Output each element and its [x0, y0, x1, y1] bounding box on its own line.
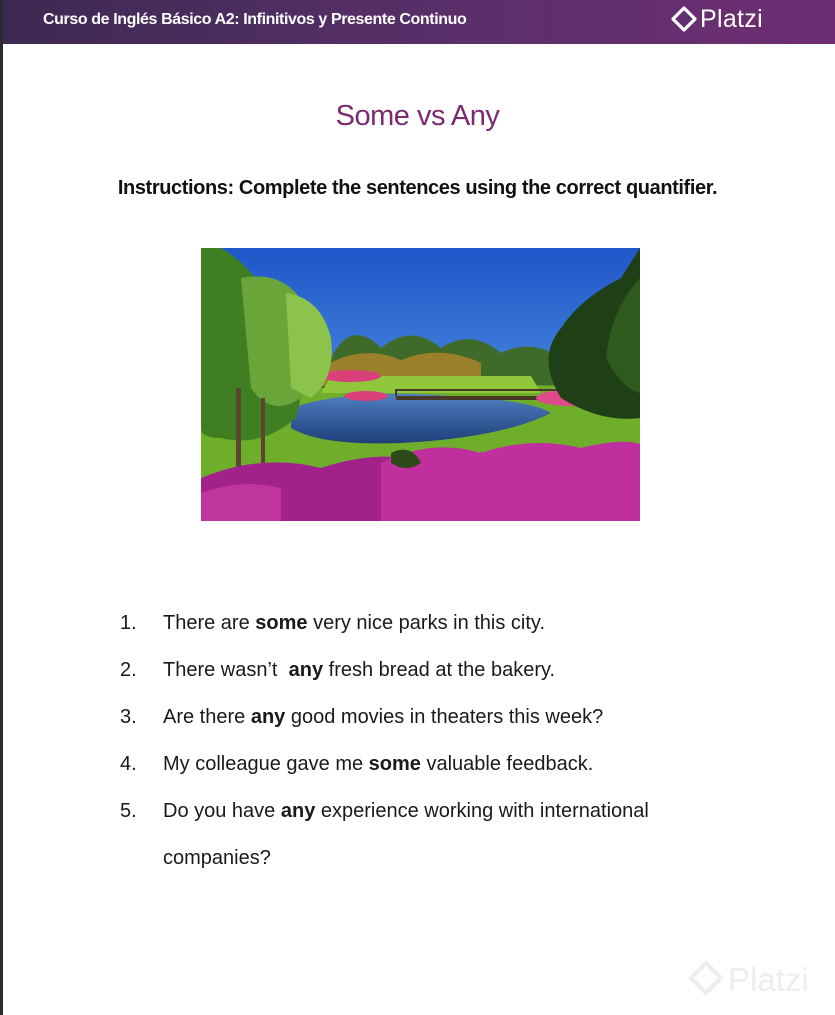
item-number: 3.	[120, 706, 137, 728]
item-sentence: There wasn’t any fresh bread at the bakery.	[163, 659, 556, 681]
list-item	[120, 647, 760, 694]
platzi-watermark	[688, 960, 809, 1000]
item-number	[120, 835, 163, 882]
platzi-watermark-icon	[688, 960, 724, 1001]
instructions-text: Instructions: Complete the sentences using the correct quantifier.	[117, 177, 718, 199]
item-sentence: companies?	[163, 847, 271, 869]
platzi-brand	[671, 5, 763, 33]
watermark-text: Platzi	[728, 961, 809, 998]
item-number: 4.	[120, 753, 137, 775]
answer-word: any	[280, 800, 316, 822]
item-sentence: Are there any good movies in theaters this week?	[163, 706, 604, 728]
list-item-continuation	[120, 835, 760, 882]
item-sentence: Do you have any experience working with international	[163, 800, 649, 822]
item-number: 5.	[120, 800, 137, 822]
list-item	[120, 788, 760, 835]
platzi-logo-icon	[671, 6, 697, 32]
item-sentence: There are some very nice parks in this city.	[163, 612, 545, 634]
brand-name: Platzi	[700, 4, 763, 33]
park-landscape-image	[201, 248, 640, 521]
exercise-list	[120, 600, 760, 882]
course-title: Curso de Inglés Básico A2: Infinitivos y Presente Continuo	[43, 11, 467, 28]
list-item	[120, 600, 760, 647]
item-number: 1.	[120, 612, 137, 634]
list-item	[120, 694, 760, 741]
answer-word: any	[288, 659, 324, 681]
answer-word: any	[250, 706, 286, 728]
page-title: Some vs Any	[335, 100, 500, 132]
item-sentence: My colleague gave me some valuable feedback.	[163, 753, 594, 775]
header-bar	[3, 0, 835, 44]
page-left-border	[0, 0, 3, 1015]
answer-word: some	[255, 612, 308, 634]
answer-word: some	[368, 753, 421, 775]
list-item	[120, 741, 760, 788]
item-number: 2.	[120, 659, 137, 681]
